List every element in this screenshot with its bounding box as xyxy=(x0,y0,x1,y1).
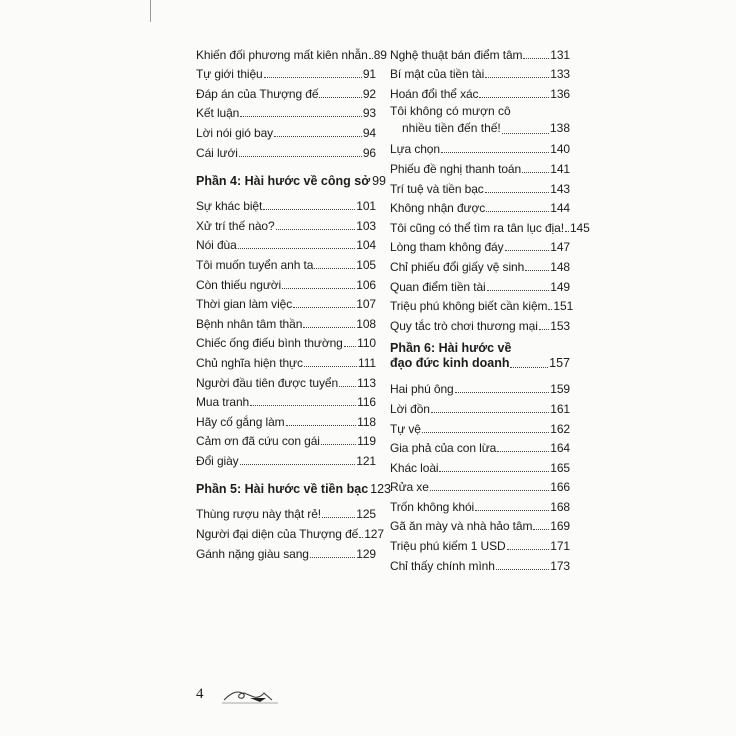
entry-page-number: 113 xyxy=(357,375,376,390)
entry-page-number: 108 xyxy=(356,316,376,331)
dot-leader xyxy=(485,77,549,78)
entry-title: Hai phú ông xyxy=(390,382,454,397)
toc-entry xyxy=(390,196,570,216)
entry-title: Triệu phú kiếm 1 USD xyxy=(390,539,506,554)
toc-entry xyxy=(390,416,570,436)
entry-title: Đáp án của Thượng đế xyxy=(196,86,319,101)
entry-title: Gã ăn mày và nhà hảo tâm xyxy=(390,519,533,534)
toc-entry xyxy=(390,294,574,314)
section-page-number: 99 xyxy=(372,173,386,188)
crop-mark xyxy=(150,0,151,22)
dot-leader xyxy=(505,250,550,251)
entry-title: Trốn không khói xyxy=(390,499,475,514)
entry-page-number: 116 xyxy=(357,395,376,410)
entry-page-number: 96 xyxy=(362,145,376,160)
dot-leader xyxy=(507,549,550,550)
entry-title-line2: nhiều tiền đến thế! xyxy=(402,120,501,135)
entry-page-number: 131 xyxy=(550,47,570,62)
dot-leader xyxy=(304,366,357,367)
toc-entry xyxy=(390,514,570,534)
toc-entry xyxy=(196,140,376,160)
dot-leader xyxy=(487,290,550,291)
dot-leader xyxy=(439,471,549,472)
toc-entry xyxy=(390,274,570,294)
entry-page-number: 153 xyxy=(550,318,570,333)
toc-entry xyxy=(390,62,570,82)
toc-list xyxy=(196,502,384,561)
entry-title: Mua tranh xyxy=(196,395,250,410)
toc-entry xyxy=(196,233,376,253)
entry-title: Thùng rượu này thật rẻ! xyxy=(196,507,322,522)
dot-leader xyxy=(548,309,552,310)
dot-leader xyxy=(496,569,549,570)
section-page-number: 157 xyxy=(549,355,570,370)
dot-leader xyxy=(339,386,356,387)
entry-page-number: 127 xyxy=(364,527,384,542)
entry-title: Cảm ơn đã cứu con gái xyxy=(196,434,320,449)
toc-entry xyxy=(390,455,570,475)
entry-title: Lời nói gió bay xyxy=(196,125,274,140)
toc-entry xyxy=(196,502,376,522)
entry-page-number: 125 xyxy=(356,507,376,522)
toc-list xyxy=(196,42,387,160)
toc-entry xyxy=(196,409,376,429)
dot-leader xyxy=(240,116,362,117)
entry-title: Bí mật của tiền tài xyxy=(390,67,485,82)
entry-title: Chỉ thấy chính mình xyxy=(390,558,495,573)
dot-leader xyxy=(321,444,356,445)
entry-title: Lòng tham không đáy xyxy=(390,240,504,255)
dot-leader xyxy=(322,517,355,518)
toc-entry xyxy=(390,436,570,456)
entry-page-number: 111 xyxy=(358,355,376,370)
entry-title: Xử trí thế nào? xyxy=(196,218,275,233)
entry-title: Chiếc ống điếu bình thường xyxy=(196,336,343,351)
entry-title: Người đầu tiên được tuyển xyxy=(196,375,339,390)
entry-title: Hoán đổi thể xác xyxy=(390,86,479,101)
toc-entry xyxy=(196,331,376,351)
entry-page-number: 169 xyxy=(550,519,570,534)
dot-leader xyxy=(344,346,356,347)
toc-entry xyxy=(196,521,384,542)
toc-entry xyxy=(196,429,376,449)
entry-title: Người đại diện của Thượng đế xyxy=(196,527,359,542)
toc-entry xyxy=(196,194,376,214)
toc-entry xyxy=(390,215,590,235)
entry-title: Quan điểm tiền tài xyxy=(390,279,486,294)
toc-entry xyxy=(390,235,570,255)
dot-leader xyxy=(510,367,548,368)
toc-entry xyxy=(196,272,376,292)
toc-list xyxy=(390,42,570,101)
toc-entry xyxy=(196,252,376,272)
toc-entry xyxy=(390,137,570,157)
entry-page-number: 138 xyxy=(549,120,570,135)
toc-entry xyxy=(196,42,387,62)
entry-row2 xyxy=(390,120,570,137)
entry-page-number: 148 xyxy=(550,259,570,274)
dot-leader xyxy=(359,537,363,538)
entry-page-number: 149 xyxy=(550,279,570,294)
toc-entry xyxy=(390,313,570,333)
entry-page-number: 91 xyxy=(362,67,376,82)
entry-title: Phiếu đề nghị thanh toán xyxy=(390,161,522,176)
entry-title: Chủ nghĩa hiện thực xyxy=(196,355,303,370)
entry-page-number: 94 xyxy=(362,125,376,140)
entry-title: Tự giới thiệu xyxy=(196,67,263,82)
section-page-number: 123 xyxy=(370,481,392,496)
toc-entry xyxy=(390,81,570,101)
entry-page-number: 159 xyxy=(550,382,570,397)
dot-leader xyxy=(455,392,550,393)
toc-entry xyxy=(390,176,570,196)
dot-leader xyxy=(239,156,362,157)
dot-leader xyxy=(497,451,549,452)
toc-entry xyxy=(196,292,376,312)
entry-page-number: 105 xyxy=(356,257,376,272)
entry-title: Kết luận xyxy=(196,106,240,121)
entry-title: Rửa xe xyxy=(390,480,429,495)
entry-title: Tự vệ xyxy=(390,421,421,436)
toc-entry xyxy=(390,377,570,397)
dot-leader xyxy=(533,529,549,530)
toc-section-heading xyxy=(196,476,392,496)
dot-leader xyxy=(485,192,550,193)
entry-page-number: 173 xyxy=(550,558,570,573)
dot-leader xyxy=(486,211,549,212)
entry-title: Bệnh nhân tâm thần xyxy=(196,316,303,331)
entry-page-number: 129 xyxy=(356,546,376,561)
entry-title: Thời gian làm việc xyxy=(196,297,293,312)
section-row2 xyxy=(390,356,570,371)
dot-leader xyxy=(441,152,549,153)
dot-leader xyxy=(430,490,549,491)
toc-entry xyxy=(196,350,376,370)
entry-page-number: 168 xyxy=(550,499,570,514)
toc-entry xyxy=(390,533,570,553)
section-title: Phần 4: Hài hước về công sở xyxy=(196,173,371,188)
toc-entry xyxy=(196,62,376,82)
dot-leader xyxy=(479,97,549,98)
section-title-line2: đạo đức kinh doanh xyxy=(390,355,510,370)
entry-page-number: 136 xyxy=(550,86,570,101)
dot-leader xyxy=(565,231,569,232)
dot-leader xyxy=(314,268,355,269)
toc-entry xyxy=(390,396,570,416)
dot-leader xyxy=(369,58,373,59)
entry-page-number: 107 xyxy=(356,297,376,312)
entry-page-number: 119 xyxy=(357,434,376,449)
entry-page-number: 104 xyxy=(356,238,376,253)
entry-title: Nghệ thuật bán điểm tâm xyxy=(390,47,523,62)
entry-title: Gia phả của con lừa xyxy=(390,441,497,456)
entry-title: Tôi muốn tuyển anh ta xyxy=(196,257,314,272)
entry-page-number: 101 xyxy=(356,199,376,214)
section-title-line1: Phần 6: Hài hước về xyxy=(390,340,512,355)
entry-page-number: 118 xyxy=(357,414,376,429)
entry-title: Lời đồn xyxy=(390,401,430,416)
entry-page-number: 166 xyxy=(550,480,570,495)
toc-entry xyxy=(390,475,570,495)
entry-title: Tôi cũng có thể tìm ra tân lục địa! xyxy=(390,220,564,235)
entry-title: Đổi giày xyxy=(196,453,239,468)
toc-entry xyxy=(196,448,376,468)
toc-entry xyxy=(196,370,376,390)
pen-doodle-icon xyxy=(220,684,282,711)
toc-section-heading xyxy=(390,341,570,371)
section-title: Phần 5: Hài hước về tiền bạc xyxy=(196,481,369,496)
dot-leader xyxy=(276,229,356,230)
entry-page-number: 147 xyxy=(550,240,570,255)
entry-page-number: 151 xyxy=(553,299,574,314)
entry-page-number: 103 xyxy=(356,218,376,233)
entry-title: Cái lưới xyxy=(196,145,238,160)
entry-page-number: 145 xyxy=(569,220,590,235)
entry-page-number: 162 xyxy=(550,421,570,436)
toc-entry xyxy=(196,101,376,121)
entry-title-line1: Tôi không có mượn cô xyxy=(390,103,511,118)
toc-entry xyxy=(390,494,570,514)
entry-page-number: 133 xyxy=(550,67,570,82)
dot-leader xyxy=(263,209,355,210)
dot-leader xyxy=(422,432,549,433)
dot-leader xyxy=(238,248,356,249)
toc-entry xyxy=(390,254,570,274)
toc-list xyxy=(390,377,570,573)
entry-title: Quy tắc trò chơi thương mại xyxy=(390,318,538,333)
toc-section-heading xyxy=(196,168,386,188)
toc-entry xyxy=(196,81,376,101)
dot-leader xyxy=(539,329,549,330)
toc-entry xyxy=(390,42,570,62)
entry-title: Hãy cố gắng làm xyxy=(196,414,285,429)
toc-entry xyxy=(196,213,376,233)
entry-page-number: 110 xyxy=(357,336,376,351)
dot-leader xyxy=(475,510,549,511)
toc-entry xyxy=(196,390,376,410)
toc-list xyxy=(390,137,590,333)
toc-entry-two-line xyxy=(390,103,570,137)
entry-title: Không nhận được xyxy=(390,201,486,216)
dot-leader xyxy=(310,557,355,558)
entry-page-number: 164 xyxy=(550,441,570,456)
entry-page-number: 143 xyxy=(550,181,570,196)
entry-page-number: 140 xyxy=(550,142,570,157)
entry-title: Gánh nặng giàu sang xyxy=(196,546,309,561)
entry-title: Khác loài xyxy=(390,460,439,475)
dot-leader xyxy=(240,464,356,465)
entry-page-number: 165 xyxy=(550,460,570,475)
entry-page-number: 92 xyxy=(362,86,376,101)
toc-entry xyxy=(390,553,570,573)
toc-entry xyxy=(196,541,376,561)
entry-page-number: 144 xyxy=(550,201,570,216)
dot-leader xyxy=(282,288,355,289)
dot-leader xyxy=(264,77,362,78)
entry-title: Khiến đối phương mất kiên nhẫn xyxy=(196,47,368,62)
toc-entry xyxy=(196,120,376,140)
toc-entry xyxy=(390,156,570,176)
entry-title: Còn thiếu người xyxy=(196,277,282,292)
dot-leader xyxy=(303,327,355,328)
entry-page-number: 89 xyxy=(373,47,387,62)
dot-leader xyxy=(274,136,362,137)
entry-page-number: 93 xyxy=(362,106,376,121)
dot-leader xyxy=(525,270,549,271)
entry-page-number: 161 xyxy=(550,401,570,416)
entry-page-number: 121 xyxy=(356,453,376,468)
dot-leader xyxy=(502,133,549,134)
entry-title: Lựa chọn xyxy=(390,142,440,157)
entry-page-number: 106 xyxy=(356,277,376,292)
dot-leader xyxy=(523,58,549,59)
entry-title: Chỉ phiếu đổi giấy vệ sinh xyxy=(390,259,525,274)
entry-page-number: 141 xyxy=(550,161,570,176)
dot-leader xyxy=(293,307,355,308)
page-folio: 4 xyxy=(196,686,204,702)
dot-leader xyxy=(431,412,549,413)
toc-left-column xyxy=(196,42,392,561)
dot-leader xyxy=(286,425,357,426)
entry-title: Trí tuệ và tiền bạc xyxy=(390,181,484,196)
entry-title: Nói đùa xyxy=(196,238,237,253)
dot-leader xyxy=(522,172,549,173)
toc-entry xyxy=(196,311,376,331)
entry-title: Sự khác biệt xyxy=(196,199,263,214)
dot-leader xyxy=(319,97,361,98)
dot-leader xyxy=(250,405,356,406)
toc-list xyxy=(196,194,376,468)
entry-page-number: 171 xyxy=(550,539,570,554)
entry-title: Triệu phú không biết cần kiệm xyxy=(390,299,548,314)
toc-right-column xyxy=(390,42,590,573)
